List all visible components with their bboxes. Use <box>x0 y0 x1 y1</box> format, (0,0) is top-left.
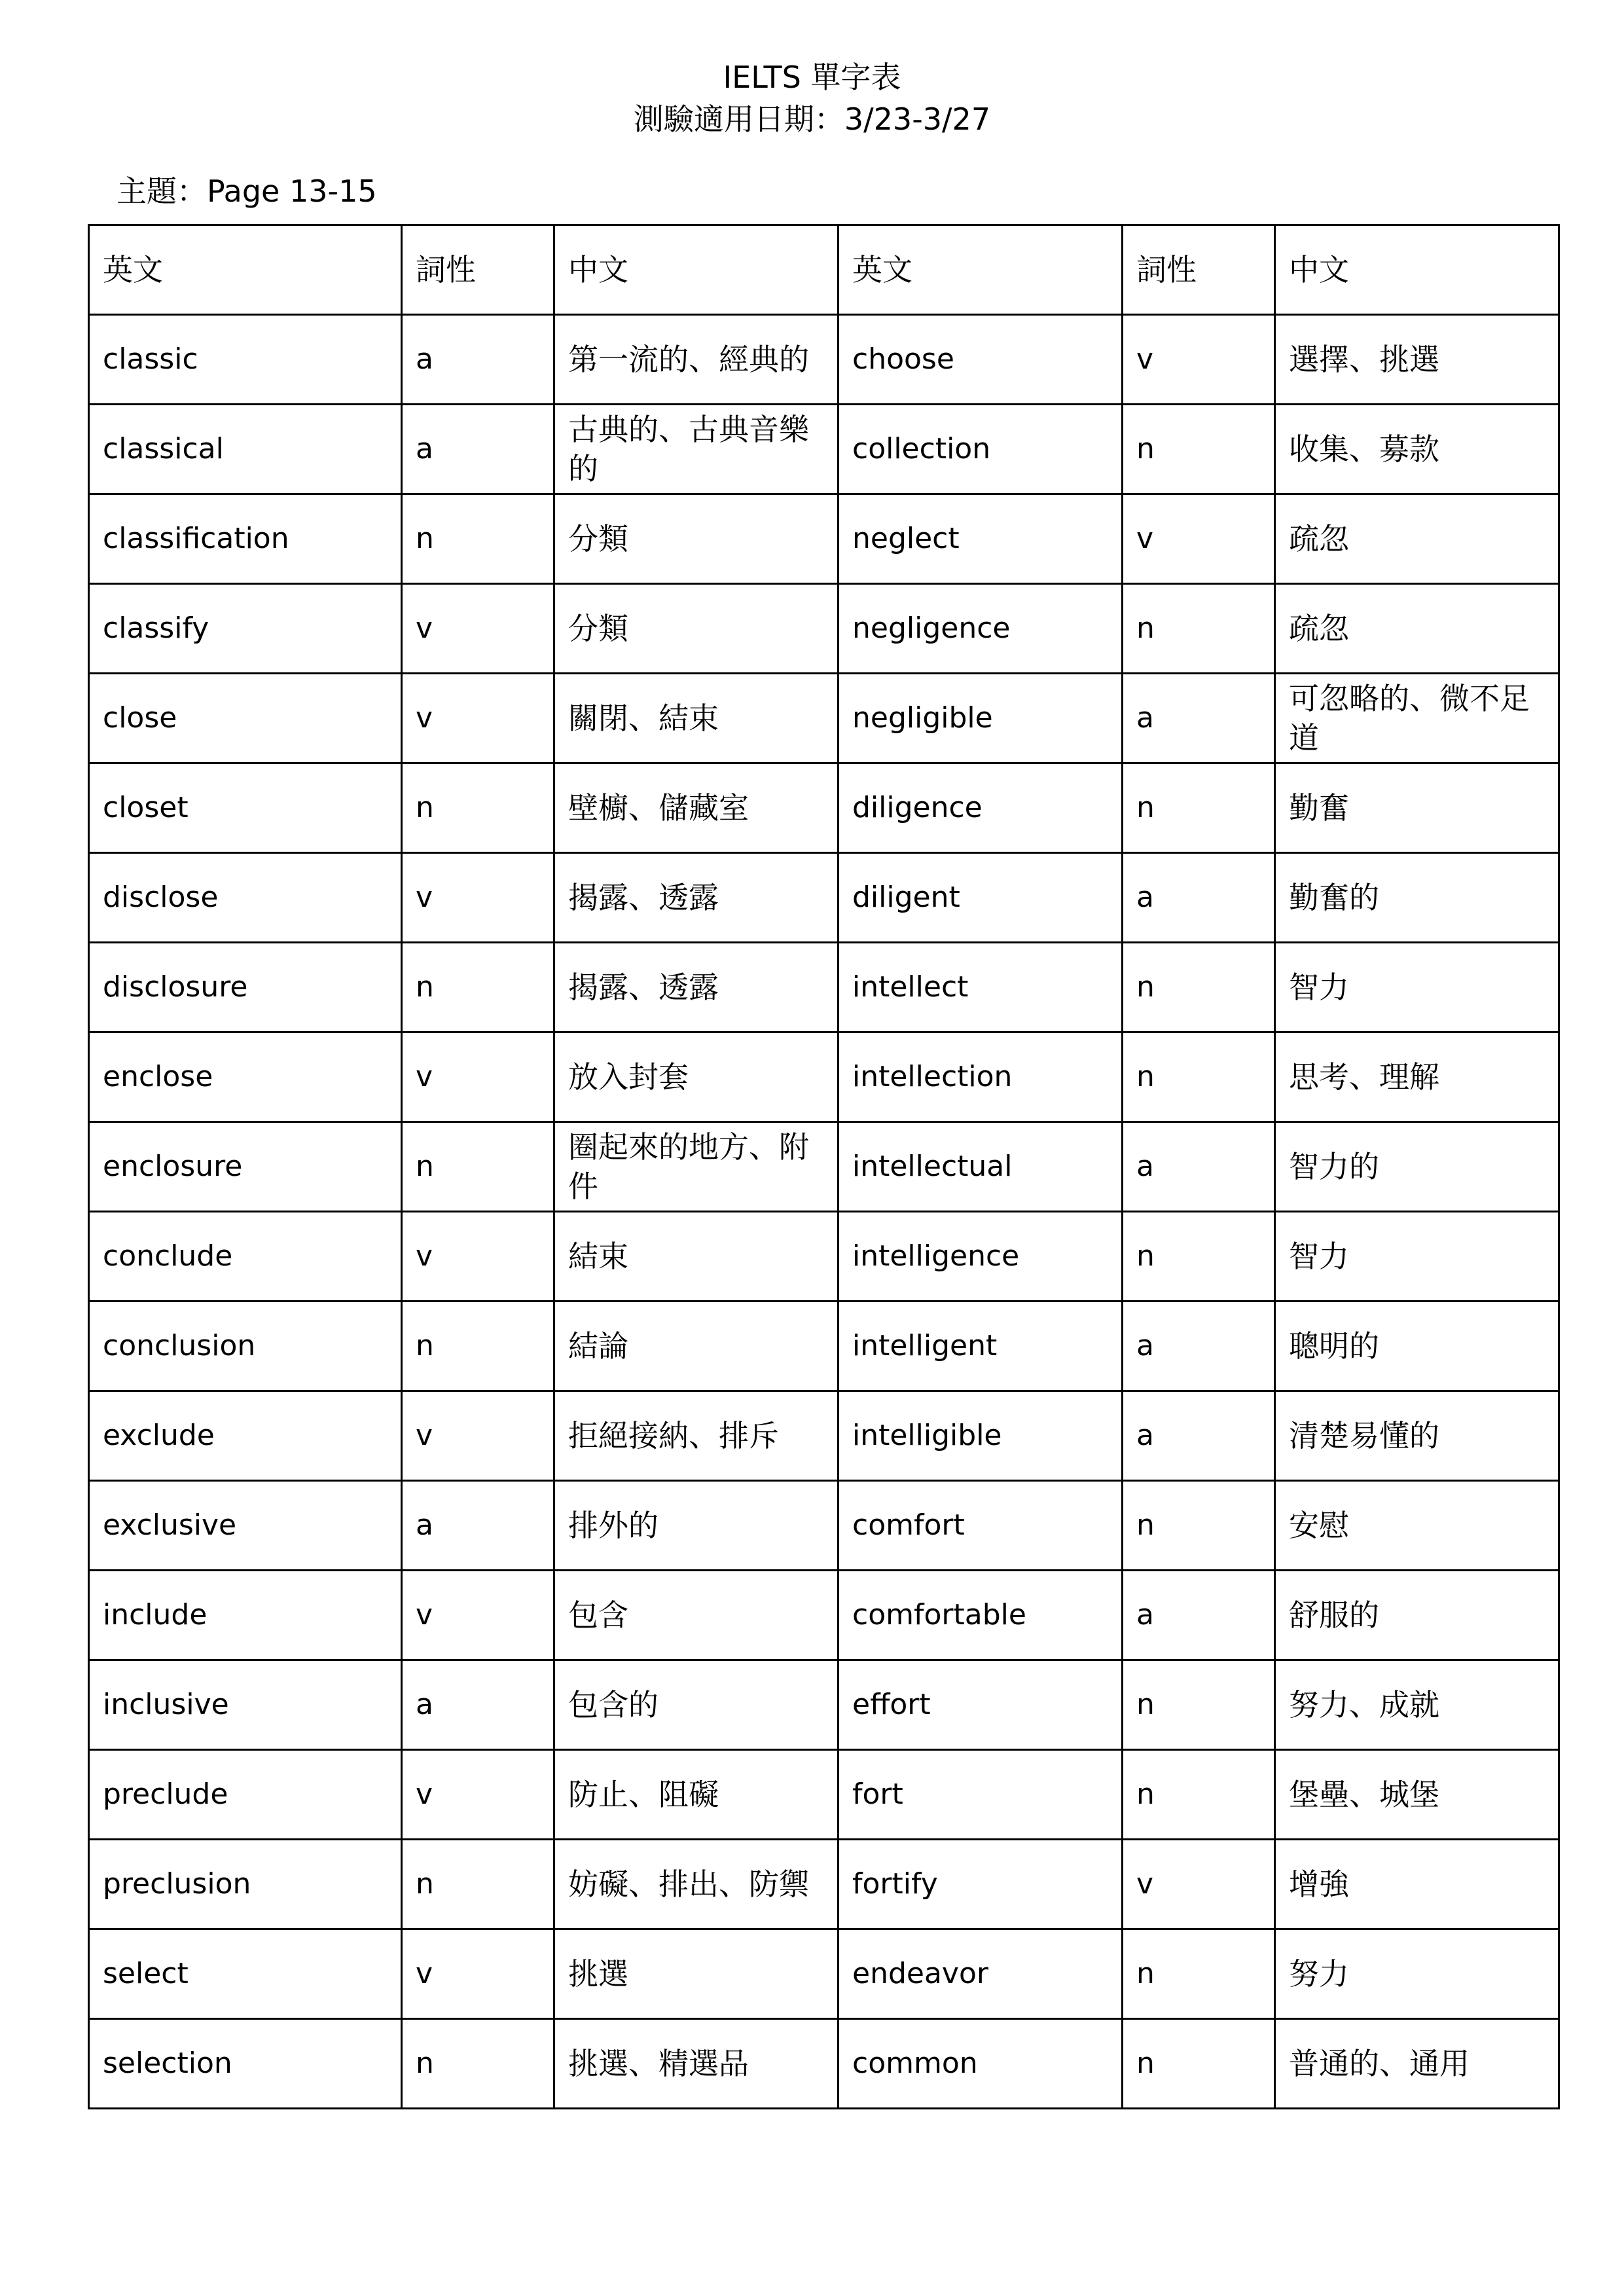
english-word: comfort <box>839 1481 1123 1571</box>
chinese-meaning: 分類 <box>554 494 839 584</box>
chinese-meaning: 第一流的、經典的 <box>554 315 839 405</box>
table-row <box>89 763 1559 853</box>
chinese-meaning: 疏忽 <box>1275 584 1559 674</box>
english-word: exclude <box>89 1391 402 1481</box>
english-word: intelligible <box>839 1391 1123 1481</box>
part-of-speech: a <box>1123 1302 1275 1391</box>
chinese-meaning: 圈起來的地方、附件 <box>554 1122 839 1212</box>
part-of-speech: n <box>402 1840 554 1929</box>
chinese-meaning: 結論 <box>554 1302 839 1391</box>
table-row <box>89 1929 1559 2019</box>
chinese-meaning: 挑選 <box>554 1929 839 2019</box>
english-word: choose <box>839 315 1123 405</box>
english-word: fort <box>839 1750 1123 1840</box>
table-row <box>89 1840 1559 1929</box>
chinese-meaning: 思考、理解 <box>1275 1032 1559 1122</box>
part-of-speech: n <box>1123 1660 1275 1750</box>
table-row <box>89 853 1559 943</box>
part-of-speech: v <box>1123 494 1275 584</box>
column-header: 中文 <box>554 225 839 315</box>
chinese-meaning: 疏忽 <box>1275 494 1559 584</box>
english-word: fortify <box>839 1840 1123 1929</box>
part-of-speech: n <box>1123 943 1275 1032</box>
table-row <box>89 1122 1559 1212</box>
english-word: diligent <box>839 853 1123 943</box>
english-word: enclosure <box>89 1122 402 1212</box>
english-word: exclusive <box>89 1481 402 1571</box>
english-word: disclose <box>89 853 402 943</box>
part-of-speech: v <box>402 1571 554 1660</box>
chinese-meaning: 挑選、精選品 <box>554 2019 839 2109</box>
english-word: closet <box>89 763 402 853</box>
english-word: negligible <box>839 674 1123 763</box>
chinese-meaning: 排外的 <box>554 1481 839 1571</box>
table-row <box>89 1302 1559 1391</box>
part-of-speech: a <box>402 405 554 494</box>
part-of-speech: a <box>402 1481 554 1571</box>
chinese-meaning: 勤奮的 <box>1275 853 1559 943</box>
english-word: include <box>89 1571 402 1660</box>
table-row <box>89 1391 1559 1481</box>
part-of-speech: n <box>1123 2019 1275 2109</box>
part-of-speech: v <box>402 1750 554 1840</box>
table-row <box>89 674 1559 763</box>
part-of-speech: v <box>402 1391 554 1481</box>
table-row <box>89 2019 1559 2109</box>
chinese-meaning: 智力的 <box>1275 1122 1559 1212</box>
chinese-meaning: 結束 <box>554 1212 839 1302</box>
chinese-meaning: 包含的 <box>554 1660 839 1750</box>
english-word: classify <box>89 584 402 674</box>
english-word: intellect <box>839 943 1123 1032</box>
english-word: collection <box>839 405 1123 494</box>
chinese-meaning: 普通的、通用 <box>1275 2019 1559 2109</box>
english-word: intelligence <box>839 1212 1123 1302</box>
english-word: classic <box>89 315 402 405</box>
column-header: 詞性 <box>1123 225 1275 315</box>
english-word: enclose <box>89 1032 402 1122</box>
date-range: 測驗適用日期：3/23-3/27 <box>633 101 991 137</box>
part-of-speech: n <box>1123 1481 1275 1571</box>
table-row <box>89 405 1559 494</box>
chinese-meaning: 可忽略的、微不足道 <box>1275 674 1559 763</box>
table-row <box>89 1750 1559 1840</box>
table-header-row <box>89 225 1559 315</box>
chinese-meaning: 安慰 <box>1275 1481 1559 1571</box>
part-of-speech: n <box>402 763 554 853</box>
chinese-meaning: 放入封套 <box>554 1032 839 1122</box>
part-of-speech: v <box>1123 1840 1275 1929</box>
table-row <box>89 1660 1559 1750</box>
part-of-speech: a <box>1123 1571 1275 1660</box>
part-of-speech: a <box>1123 1391 1275 1481</box>
chinese-meaning: 選擇、挑選 <box>1275 315 1559 405</box>
english-word: negligence <box>839 584 1123 674</box>
english-word: endeavor <box>839 1929 1123 2019</box>
table-row <box>89 584 1559 674</box>
column-header: 中文 <box>1275 225 1559 315</box>
topic-label: 主題：Page 13-15 <box>117 173 377 209</box>
english-word: classification <box>89 494 402 584</box>
english-word: effort <box>839 1660 1123 1750</box>
part-of-speech: v <box>1123 315 1275 405</box>
english-word: disclosure <box>89 943 402 1032</box>
part-of-speech: n <box>402 1122 554 1212</box>
chinese-meaning: 古典的、古典音樂的 <box>554 405 839 494</box>
part-of-speech: a <box>1123 674 1275 763</box>
chinese-meaning: 增強 <box>1275 1840 1559 1929</box>
english-word: conclude <box>89 1212 402 1302</box>
part-of-speech: n <box>1123 1750 1275 1840</box>
chinese-meaning: 努力、成就 <box>1275 1660 1559 1750</box>
chinese-meaning: 包含 <box>554 1571 839 1660</box>
part-of-speech: v <box>402 1212 554 1302</box>
chinese-meaning: 揭露、透露 <box>554 853 839 943</box>
part-of-speech: n <box>402 1302 554 1391</box>
english-word: selection <box>89 2019 402 2109</box>
table-row <box>89 1212 1559 1302</box>
table-row <box>89 315 1559 405</box>
part-of-speech: n <box>402 943 554 1032</box>
column-header: 詞性 <box>402 225 554 315</box>
document-title: IELTS 單字表 <box>723 60 901 95</box>
english-word: classical <box>89 405 402 494</box>
part-of-speech: v <box>402 1929 554 2019</box>
part-of-speech: n <box>1123 763 1275 853</box>
table-row <box>89 1571 1559 1660</box>
part-of-speech: n <box>402 2019 554 2109</box>
english-word: intellection <box>839 1032 1123 1122</box>
english-word: common <box>839 2019 1123 2109</box>
english-word: comfortable <box>839 1571 1123 1660</box>
chinese-meaning: 拒絕接納、排斥 <box>554 1391 839 1481</box>
chinese-meaning: 勤奮 <box>1275 763 1559 853</box>
chinese-meaning: 智力 <box>1275 943 1559 1032</box>
english-word: close <box>89 674 402 763</box>
part-of-speech: a <box>1123 1122 1275 1212</box>
table-row <box>89 494 1559 584</box>
part-of-speech: a <box>402 1660 554 1750</box>
chinese-meaning: 清楚易懂的 <box>1275 1391 1559 1481</box>
part-of-speech: n <box>1123 1929 1275 2019</box>
part-of-speech: a <box>402 315 554 405</box>
chinese-meaning: 壁櫥、儲藏室 <box>554 763 839 853</box>
english-word: preclude <box>89 1750 402 1840</box>
english-word: select <box>89 1929 402 2019</box>
chinese-meaning: 努力 <box>1275 1929 1559 2019</box>
english-word: conclusion <box>89 1302 402 1391</box>
chinese-meaning: 聰明的 <box>1275 1302 1559 1391</box>
part-of-speech: a <box>1123 853 1275 943</box>
part-of-speech: n <box>1123 1212 1275 1302</box>
column-header: 英文 <box>839 225 1123 315</box>
column-header: 英文 <box>89 225 402 315</box>
chinese-meaning: 關閉、結束 <box>554 674 839 763</box>
table-row <box>89 1481 1559 1571</box>
english-word: intellectual <box>839 1122 1123 1212</box>
part-of-speech: n <box>1123 405 1275 494</box>
vocabulary-table <box>88 224 1560 2109</box>
chinese-meaning: 堡壘、城堡 <box>1275 1750 1559 1840</box>
table-row <box>89 1032 1559 1122</box>
part-of-speech: n <box>1123 584 1275 674</box>
chinese-meaning: 智力 <box>1275 1212 1559 1302</box>
chinese-meaning: 妨礙、排出、防禦 <box>554 1840 839 1929</box>
chinese-meaning: 防止、阻礙 <box>554 1750 839 1840</box>
english-word: preclusion <box>89 1840 402 1929</box>
chinese-meaning: 舒服的 <box>1275 1571 1559 1660</box>
part-of-speech: n <box>1123 1032 1275 1122</box>
english-word: inclusive <box>89 1660 402 1750</box>
english-word: diligence <box>839 763 1123 853</box>
chinese-meaning: 揭露、透露 <box>554 943 839 1032</box>
part-of-speech: v <box>402 674 554 763</box>
part-of-speech: n <box>402 494 554 584</box>
part-of-speech: v <box>402 584 554 674</box>
part-of-speech: v <box>402 1032 554 1122</box>
chinese-meaning: 收集、募款 <box>1275 405 1559 494</box>
english-word: neglect <box>839 494 1123 584</box>
part-of-speech: v <box>402 853 554 943</box>
chinese-meaning: 分類 <box>554 584 839 674</box>
english-word: intelligent <box>839 1302 1123 1391</box>
table-row <box>89 943 1559 1032</box>
